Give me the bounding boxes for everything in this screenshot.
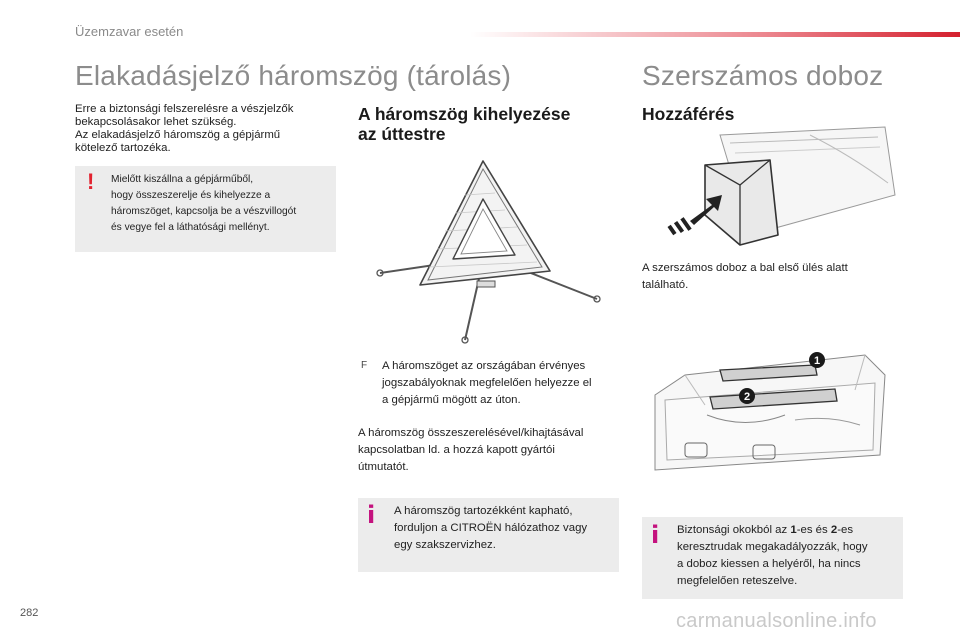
info-line: megfelelően reteszelve. bbox=[677, 575, 798, 587]
intro-line: Az elakadásjelző háromszög a gépjármű bbox=[75, 129, 281, 141]
caption-line: található. bbox=[642, 279, 689, 291]
info-box-crossbars bbox=[642, 517, 903, 599]
marker-1-label: 1 bbox=[813, 355, 821, 367]
info-text bbox=[394, 503, 616, 554]
header-accent-bar bbox=[470, 32, 960, 37]
assembly-paragraph bbox=[358, 425, 618, 476]
info-line: keresztrudak megakadályozzák, hogy bbox=[677, 541, 868, 553]
triangle-subtitle bbox=[358, 104, 570, 144]
info-box-triangle bbox=[358, 498, 619, 572]
toolbox-crossbars-illustration bbox=[645, 345, 895, 480]
info-text-part: Biztonsági okokból az bbox=[677, 524, 791, 536]
page-number: 282 bbox=[20, 607, 39, 619]
bullet-line: jogszabályoknak megfelelően helyezze el bbox=[382, 377, 592, 389]
watermark: carmanualsonline.info bbox=[676, 610, 877, 632]
access-subtitle: Hozzáférés bbox=[642, 104, 735, 124]
section-header: Üzemzavar esetén bbox=[75, 24, 184, 39]
warning-line: háromszöget, kapcsolja be a vészvillogót bbox=[111, 206, 297, 217]
info-text-part: -es és bbox=[796, 524, 831, 536]
exclamation-icon: ! bbox=[87, 169, 95, 194]
info-line-first bbox=[677, 522, 901, 539]
bar-number-1: 1 bbox=[790, 524, 797, 536]
para-line: A háromszög összeszerelésével/kihajtásával bbox=[358, 427, 584, 439]
warning-line: Mielőtt kiszállna a gépjárműből, bbox=[111, 174, 254, 185]
toolbox-title: Szerszámos doboz bbox=[642, 60, 884, 91]
intro-line: bekapcsolásakor lehet szükség. bbox=[75, 116, 237, 128]
bullet-line: a gépjármű mögött az úton. bbox=[382, 394, 521, 406]
intro-line: Erre a biztonsági felszerelésre a vészjelzők bbox=[75, 103, 294, 115]
para-line: kapcsolatban ld. a hozzá kapott gyártói bbox=[358, 444, 555, 456]
info-line: egy szakszervizhez. bbox=[394, 539, 496, 551]
info-icon: i bbox=[367, 501, 376, 529]
bullet-marker: F bbox=[361, 360, 368, 371]
toolbox-caption bbox=[642, 260, 892, 294]
info-text-part: -es bbox=[837, 524, 854, 536]
warning-line: és vegye fel a láthatósági mellényt. bbox=[111, 222, 270, 233]
intro-line: kötelező tartozéka. bbox=[75, 142, 171, 154]
warning-box bbox=[75, 166, 336, 252]
subtitle-line: az úttestre bbox=[358, 124, 446, 144]
seat-toolbox-illustration bbox=[660, 125, 905, 255]
info-line: A háromszög tartozékként kapható, bbox=[394, 505, 573, 517]
caption-line: A szerszámos doboz a bal első ülés alatt bbox=[642, 262, 848, 274]
warning-triangle-illustration bbox=[365, 155, 610, 345]
warning-text bbox=[111, 172, 333, 236]
bar-number-2: 2 bbox=[830, 524, 838, 536]
info-icon: i bbox=[651, 521, 660, 549]
para-line: útmutatót. bbox=[358, 461, 409, 473]
info-line: a doboz kiessen a helyéről, ha nincs bbox=[677, 558, 861, 570]
warning-line: hogy összeszerelje és kihelyezze a bbox=[111, 190, 271, 201]
marker-2-label: 2 bbox=[743, 391, 751, 403]
crossbar-info-text bbox=[677, 522, 901, 590]
bullet-line: A háromszöget az országában érvényes bbox=[382, 360, 586, 372]
subtitle-line: A háromszög kihelyezése bbox=[358, 104, 571, 124]
page-title: Elakadásjelző háromszög (tárolás) bbox=[75, 60, 512, 91]
intro-text bbox=[75, 103, 345, 155]
info-line: forduljon a CITROËN hálózathoz vagy bbox=[394, 522, 588, 534]
placement-bullet bbox=[361, 358, 616, 409]
